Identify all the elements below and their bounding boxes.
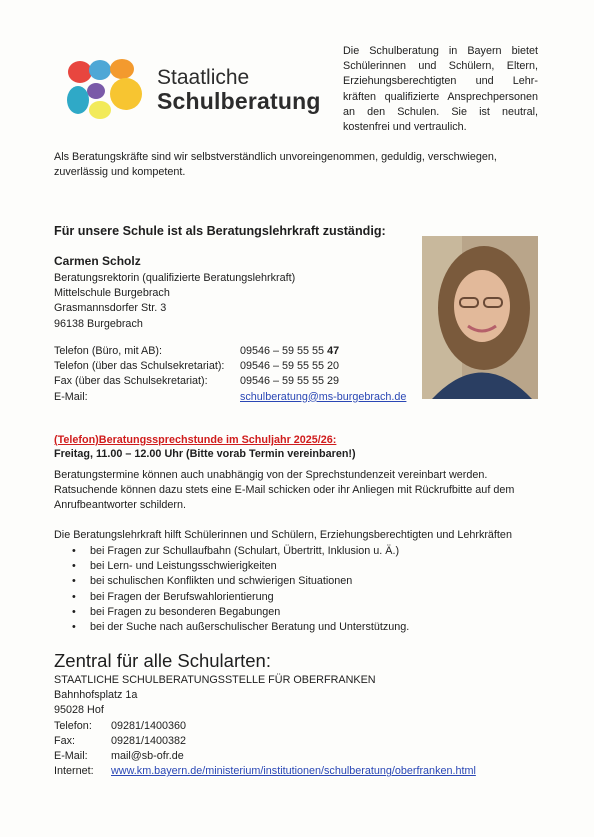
help-list	[72, 544, 409, 635]
list-item: • bei Fragen der Berufswahlorientierung	[72, 590, 409, 605]
logo-orange-blob	[110, 59, 134, 79]
intro-line: kräften qualifizierte Ansprechpersonen	[343, 90, 538, 103]
office-row	[54, 719, 476, 734]
logo-gold-blob	[110, 78, 142, 110]
central-heading: Zentral für alle Schularten:	[54, 650, 271, 671]
office-row	[54, 734, 476, 749]
person-address	[54, 271, 295, 332]
section-title: Für unsere Schule ist als Beratungslehrkraft zuständig:	[54, 224, 386, 238]
contact-label: Telefon (Büro, mit AB):	[54, 345, 163, 357]
intro-line: Die Schulberatung in Bayern bietet	[343, 45, 538, 57]
office-street: Bahnhofsplatz 1a	[54, 689, 138, 702]
contact-value: 09546 – 59 55 55 47	[240, 345, 340, 357]
person-photo	[422, 236, 538, 399]
intro-line: an den Schulen. Sie ist neutral,	[343, 105, 538, 118]
logo-yellow-blob	[89, 101, 111, 119]
schulberatung-logo	[66, 58, 148, 120]
list-item: • bei Fragen zur Schullaufbahn (Schulart, Übertritt, Inklusion u. Ä.)	[72, 544, 409, 559]
contact-row	[54, 359, 406, 374]
office-label: Internet:	[54, 765, 94, 778]
office-value: mail@sb-ofr.de	[111, 749, 184, 762]
person-role: Beratungsrektorin (qualifizierte Beratungslehrkraft)	[54, 272, 296, 284]
logo-purple-blob	[87, 83, 105, 99]
contact-label: Fax (über das Schulsekretariat):	[54, 375, 208, 388]
list-item: • bei Lern- und Leistungsschwierigkeiten	[72, 559, 409, 574]
person-school: Mittelschule Burgebrach	[54, 287, 170, 300]
help-intro: Die Beratungslehrkraft hilft Schülerinnen und Schülern, Erziehungsberechtigten und Lehrkräften	[54, 529, 512, 541]
contact-row	[54, 374, 406, 389]
consultation-hours: Freitag, 11.00 – 12.00 Uhr (Bitte vorab Termin vereinbaren!)	[54, 448, 356, 460]
consultation-note: Beratungstermine können auch unabhängig von der Sprechstundenzeit vereinbart werden. Ratsuchende können dazu stets eine E-Mail schicken oder ihr Anliegen mit Rückrufbitte auf dem Anrufbeantworter schildern.	[54, 469, 515, 512]
logo-teal-blob	[67, 86, 89, 114]
office-name: STAATLICHE SCHULBERATUNGSSTELLE FÜR OBERFRANKEN	[54, 674, 376, 686]
logo-blue-blob	[89, 60, 111, 80]
office-row	[54, 749, 476, 764]
email-link[interactable]: schulberatung@ms-burgebrach.de	[240, 390, 407, 403]
website-link[interactable]: www.km.bayern.de/ministerium/institutionen/schulberatung/oberfranken.html	[111, 765, 476, 778]
contact-table	[54, 344, 406, 405]
logo-red-blob	[68, 61, 92, 83]
contact-value: 09546 – 59 55 55 20	[240, 360, 340, 373]
contact-label: Telefon (über das Schulsekretariat):	[54, 360, 225, 373]
contact-value: 09546 – 59 55 55 29	[240, 375, 340, 388]
list-item: • bei schulischen Konflikten und schwierigen Situationen	[72, 574, 409, 589]
brand-line1: Staatliche	[157, 66, 250, 89]
office-value: 09281/1400360	[111, 719, 187, 732]
office-city: 95028 Hof	[54, 704, 104, 717]
intro-line: kostenfrei und vertraulich.	[343, 121, 467, 134]
central-office	[54, 673, 476, 779]
contact-row	[54, 344, 406, 359]
intro-line: Schülerinnen und Schülern, Eltern,	[343, 60, 538, 73]
person-street: Grasmannsdorfer Str. 3	[54, 302, 167, 315]
contact-row	[54, 390, 406, 405]
office-label: E-Mail:	[54, 749, 88, 762]
intro-text	[343, 44, 538, 135]
office-label: Fax:	[54, 734, 75, 747]
brand-line2: Schulberatung	[157, 88, 321, 114]
list-item: • bei der Suche nach außerschulischer Beratung und Unterstützung.	[72, 620, 409, 635]
office-row	[54, 764, 476, 779]
office-label: Telefon:	[54, 719, 92, 732]
contact-label: E-Mail:	[54, 390, 88, 403]
person-name: Carmen Scholz	[54, 254, 141, 268]
consultation-heading: (Telefon)Beratungssprechstunde im Schuljahr 2025/26:	[54, 434, 337, 446]
person-city: 96138 Burgebrach	[54, 317, 143, 330]
list-item: • bei Fragen zu besonderen Begabungen	[72, 605, 409, 620]
lead-text: Als Beratungskräfte sind wir selbstverständlich unvoreingenommen, geduldig, verschwiegen, zuverlässig und kompetent.	[54, 151, 497, 179]
intro-line: Erziehungsberechtigten und Lehr-	[343, 75, 538, 88]
office-value: 09281/1400382	[111, 734, 187, 747]
portrait-illustration	[422, 236, 538, 399]
